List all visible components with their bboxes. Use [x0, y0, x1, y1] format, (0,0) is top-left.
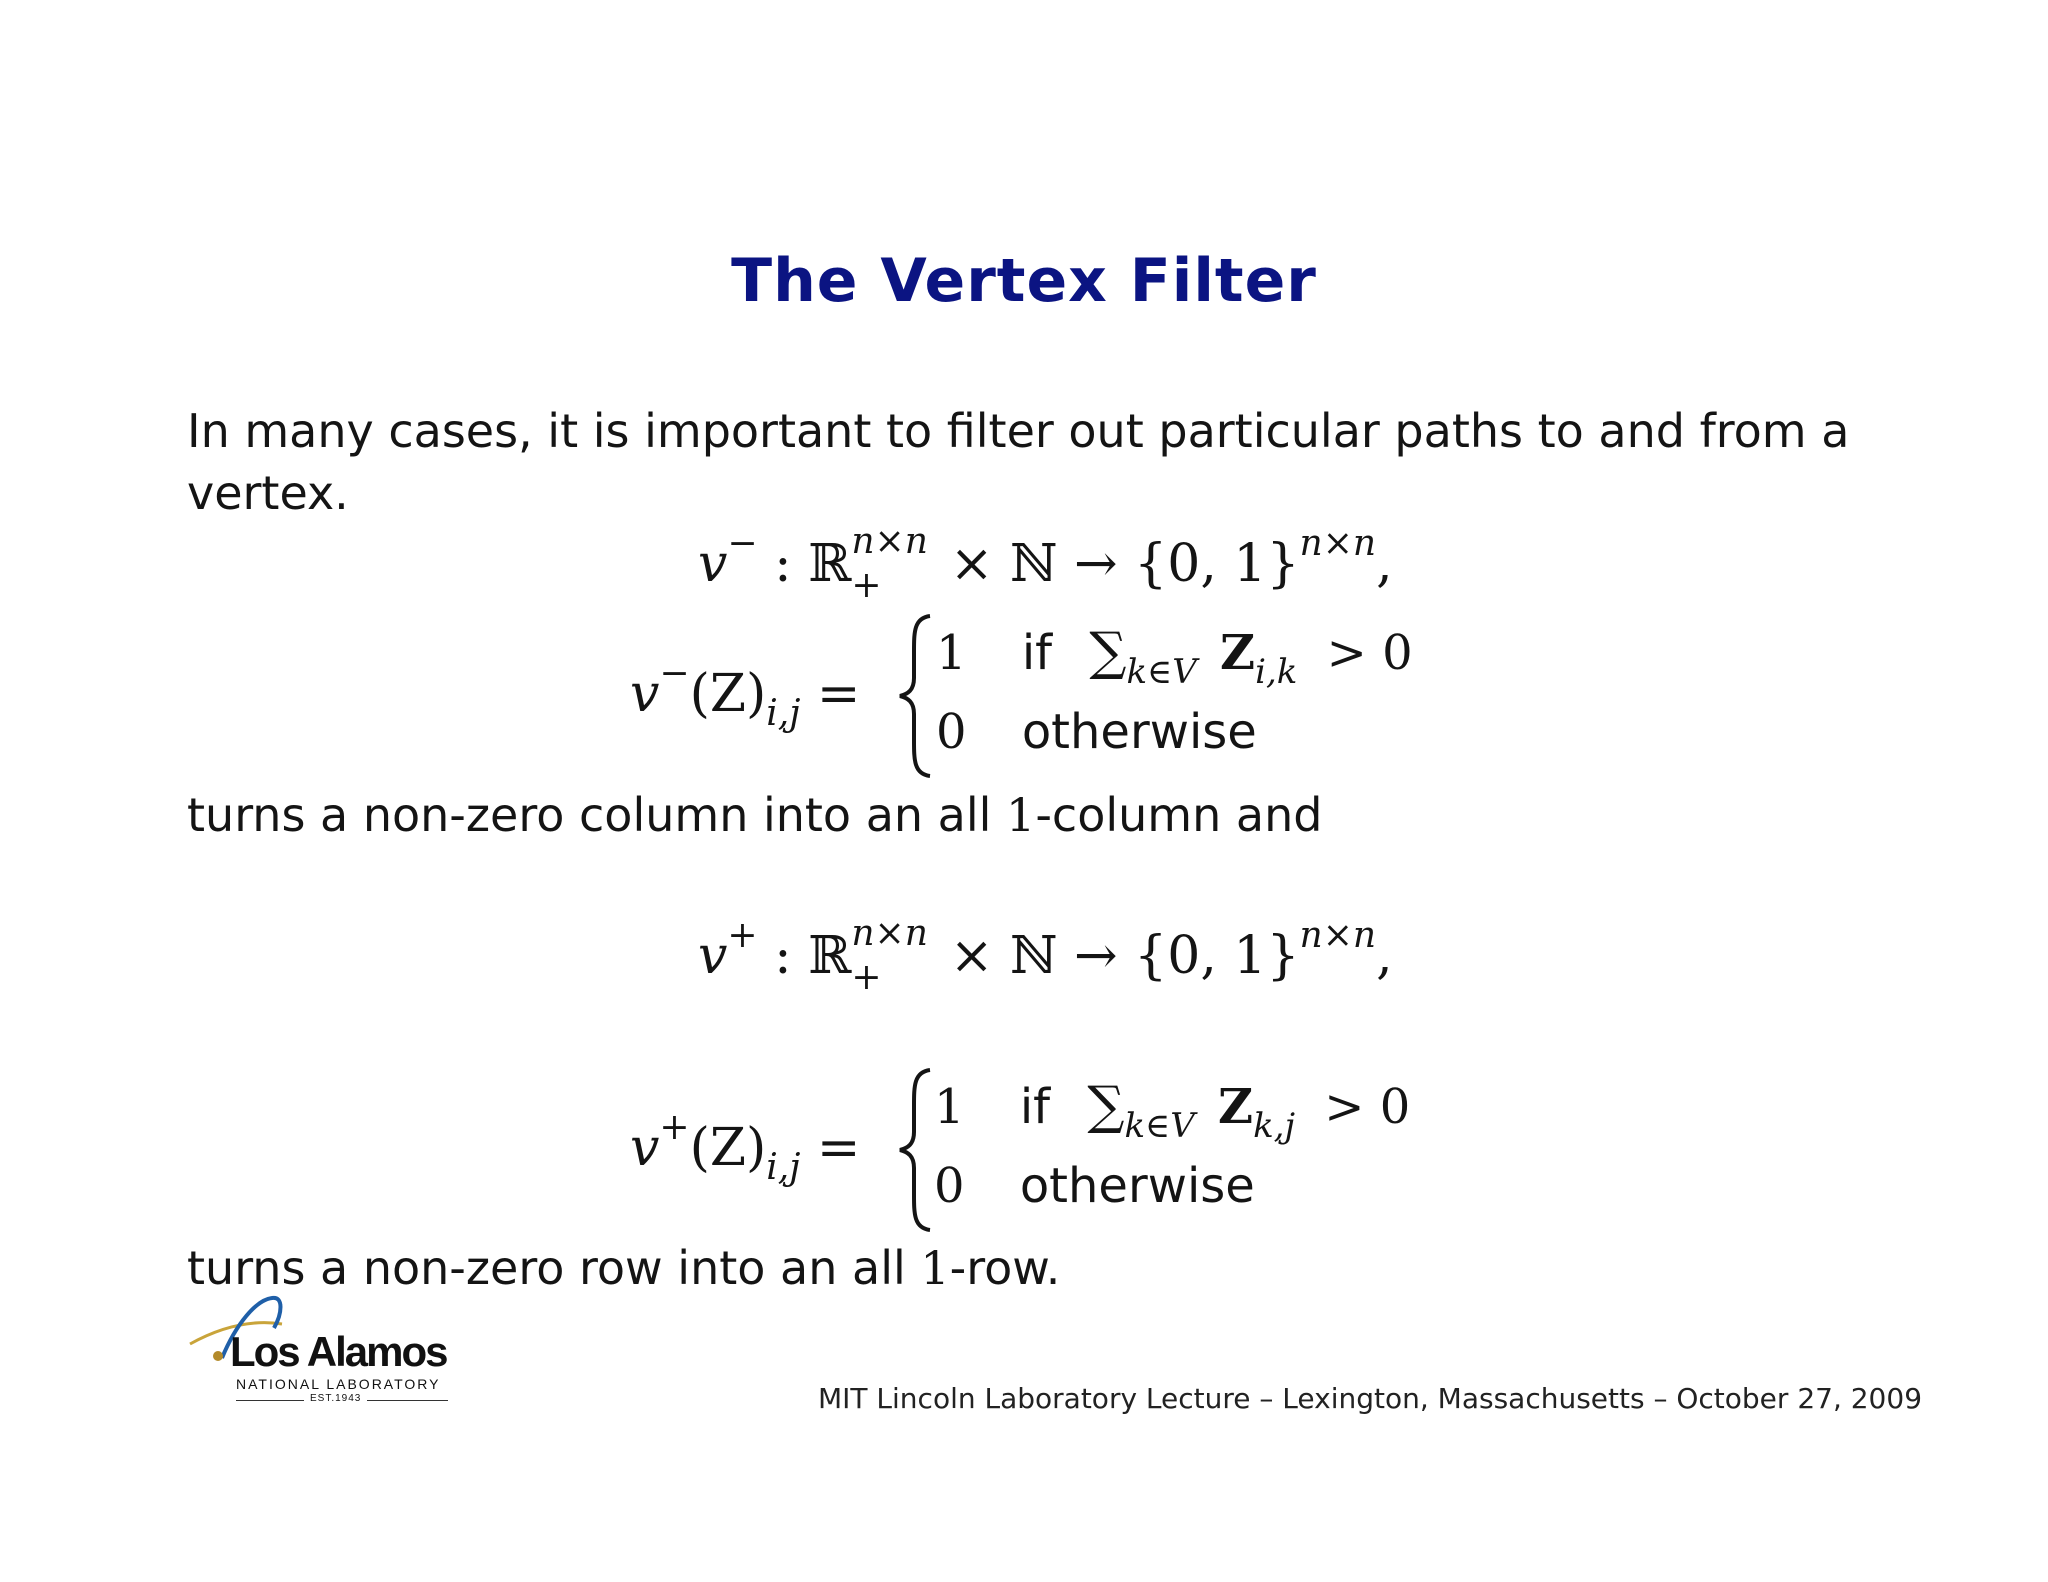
sum-subscript: k∈V: [1124, 1106, 1195, 1146]
domain-reals: : ℝ: [757, 534, 852, 594]
domain-superscript: n×n: [851, 521, 928, 562]
case-2-row: [934, 1158, 1255, 1214]
codomain-superscript: n×n: [1299, 915, 1377, 956]
los-alamos-logo: [186, 1284, 456, 1414]
z-subscript: i,k: [1255, 652, 1298, 692]
argument-z: (Z): [689, 1118, 767, 1178]
case-value-0: 0: [934, 1158, 965, 1214]
superscript-minus: −: [727, 523, 758, 564]
v-symbol: v: [698, 534, 728, 594]
superscript-plus: +: [659, 1107, 690, 1148]
v-symbol: v: [630, 664, 660, 724]
equation-v-plus-signature: [698, 913, 1393, 998]
equals-sign: =: [800, 1118, 861, 1178]
middle-text-one: 1: [1006, 788, 1036, 842]
domain-rest: × ℕ → {0, 1}: [933, 926, 1300, 986]
domain-subscript: +: [851, 957, 882, 998]
middle-text-part-a: turns a non-zero column into an all: [187, 788, 1007, 842]
case-1-row: [934, 1076, 1411, 1146]
comparison: > 0: [1326, 625, 1413, 681]
sum-subscript: k∈V: [1126, 652, 1197, 692]
middle-text: [187, 784, 1322, 846]
end-text-part-a: turns a non-zero row into an all: [187, 1241, 921, 1295]
case-value-1: 1: [936, 625, 967, 681]
left-brace-icon: [896, 612, 936, 780]
case-if-word: if: [1021, 625, 1053, 681]
superscript-minus: −: [659, 653, 690, 694]
equals-sign: =: [800, 664, 861, 724]
left-brace-icon: [896, 1066, 936, 1234]
subscript-ij: i,j: [766, 1147, 801, 1188]
argument-z: (Z): [689, 664, 767, 724]
matrix-z: Z: [1218, 1079, 1254, 1135]
slide-title: The Vertex Filter: [731, 246, 1317, 316]
case-value-1: 1: [934, 1079, 965, 1135]
domain-reals: : ℝ: [757, 926, 852, 986]
otherwise-word: otherwise: [1021, 704, 1257, 760]
sum-symbol: ∑: [1089, 622, 1127, 682]
trailing-comma: ,: [1376, 926, 1393, 986]
equation-v-minus-lhs: [630, 653, 861, 734]
slide-footer: MIT Lincoln Laboratory Lecture – Lexington, Massachusetts – October 27, 2009: [818, 1382, 1923, 1415]
v-symbol: v: [698, 926, 728, 986]
subscript-ij: i,j: [766, 693, 801, 734]
v-symbol: v: [630, 1118, 660, 1178]
comparison: > 0: [1324, 1079, 1411, 1135]
intro-text-line-2: vertex.: [187, 466, 349, 520]
domain-subscript: +: [851, 565, 882, 606]
intro-text-line-1: In many cases, it is important to filter out particular paths to and from a: [187, 404, 1850, 458]
trailing-comma: ,: [1376, 534, 1393, 594]
otherwise-word: otherwise: [1019, 1158, 1255, 1214]
logo-established: EST.1943: [304, 1393, 367, 1404]
superscript-plus: +: [727, 915, 758, 956]
middle-text-part-b: -column and: [1035, 788, 1323, 842]
case-value-0: 0: [936, 704, 967, 760]
case-1-row: [936, 622, 1413, 692]
case-if-word: if: [1019, 1079, 1051, 1135]
end-text-one: 1: [920, 1241, 950, 1295]
z-subscript: k,j: [1253, 1106, 1296, 1146]
logo-subtitle: NATIONAL LABORATORY: [236, 1376, 441, 1392]
end-text-part-b: -row.: [949, 1241, 1061, 1295]
domain-rest: × ℕ → {0, 1}: [933, 534, 1300, 594]
matrix-z: Z: [1220, 625, 1256, 681]
sum-symbol: ∑: [1087, 1076, 1125, 1136]
logo-name: Los Alamos: [230, 1328, 447, 1375]
domain-superscript: n×n: [851, 913, 928, 954]
equation-v-plus-lhs: [630, 1107, 861, 1188]
case-2-row: [936, 704, 1257, 760]
equation-v-minus-signature: [698, 521, 1393, 606]
codomain-superscript: n×n: [1299, 523, 1377, 564]
